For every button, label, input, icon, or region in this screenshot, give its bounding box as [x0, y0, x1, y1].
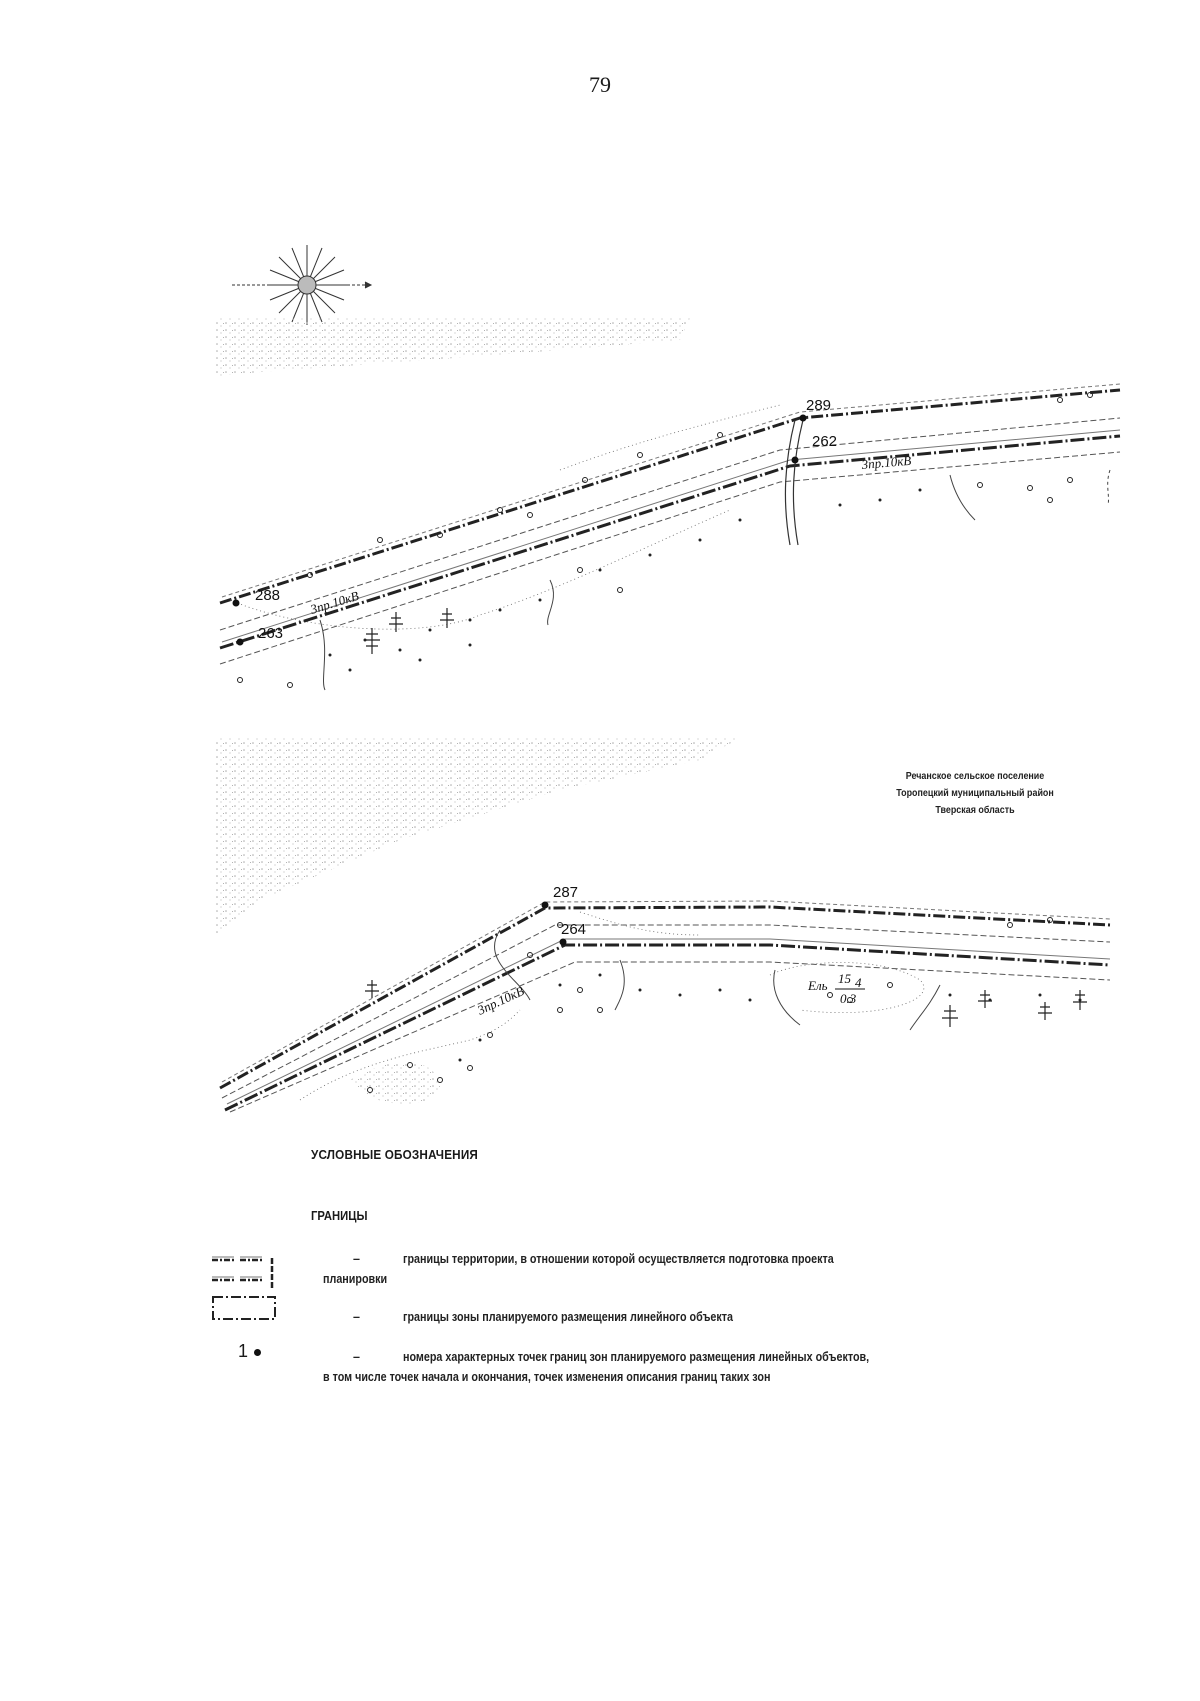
page-number: 79 [589, 72, 611, 97]
point-label-264: 264 [561, 921, 587, 938]
forest-spacing: 0.3 [840, 991, 857, 1006]
legend-text: номера характерных точек границ зон планируемого размещения линейных объектов, [403, 1350, 870, 1364]
territory-boundary [220, 390, 1120, 603]
point-label-263: 263 [258, 625, 284, 642]
caption-region: Тверская область [935, 804, 1015, 816]
vegetation-dots [459, 974, 1082, 1062]
point-dot-icon [254, 1349, 261, 1356]
territory-boundary-symbol [210, 1255, 290, 1291]
territory-boundary [222, 901, 1110, 1082]
power-line [220, 436, 1120, 648]
shrub-symbols [238, 393, 1093, 688]
map-caption [877, 768, 1073, 819]
legend-text: границы зоны планируемого размещения линейного объекта [403, 1310, 734, 1324]
legend-item-points [323, 1347, 1113, 1387]
point-label-289: 289 [806, 397, 832, 414]
terrain-stipple [215, 738, 740, 935]
contour-line [774, 970, 800, 1025]
legend-title: УСЛОВНЫЕ ОБОЗНАЧЕНИЯ [311, 1147, 479, 1162]
point-label-262: 262 [812, 433, 838, 450]
legend-dash: – [353, 1310, 360, 1324]
contour-line [950, 475, 975, 520]
legend-dash: – [353, 1252, 360, 1266]
forest-height: 15 [838, 971, 851, 986]
tree-symbols [365, 980, 1087, 1027]
legend-text-continued: планировки [323, 1272, 388, 1286]
contour-line [548, 580, 554, 625]
contour-line [615, 960, 624, 1010]
north-arrow-icon [232, 245, 371, 325]
contour-line [910, 985, 940, 1030]
caption-district: Торопецкий муниципальный район [896, 787, 1054, 799]
vegetation-outline [580, 912, 700, 935]
tree-symbols [364, 608, 454, 654]
contour-line [1108, 470, 1110, 505]
vegetation-dots [329, 489, 922, 672]
point-label-288: 288 [255, 587, 281, 604]
road [793, 420, 803, 545]
point-number-symbol: 1 [238, 1341, 249, 1361]
legend-section-title: ГРАНИЦЫ [311, 1209, 368, 1223]
line-label: 3пр.10кВ [308, 587, 361, 617]
terrain-stipple [215, 318, 690, 376]
forest-species: Ель [808, 978, 828, 993]
legend-text-continued: в том числе точек начала и окончания, точек изменения описания границ таких зон [323, 1370, 771, 1384]
legend-item-territory [323, 1249, 1073, 1289]
caption-settlement: Речанское сельское поселение [905, 770, 1045, 782]
line-label: 3пр.10кВ [860, 452, 912, 472]
zone-boundary-symbol [210, 1293, 290, 1323]
forest-diameter: 4 [855, 975, 862, 990]
terrain-stipple [350, 1062, 440, 1104]
bottom-map-fragment [220, 901, 1110, 1112]
vegetation-outline [230, 510, 730, 629]
territory-boundary [222, 384, 1120, 597]
zone-boundary [220, 452, 1120, 664]
top-map-fragment [220, 384, 1120, 690]
point-label-287: 287 [553, 884, 579, 901]
power-line [222, 430, 1120, 642]
territory-boundary [220, 907, 1110, 1088]
legend-text: границы территории, в отношении которой осуществляется подготовка проекта [403, 1252, 834, 1266]
legend-dash: – [353, 1350, 360, 1364]
line-label: 3пр.10кВ [474, 983, 527, 1018]
legend-item-zone [353, 1307, 1073, 1327]
